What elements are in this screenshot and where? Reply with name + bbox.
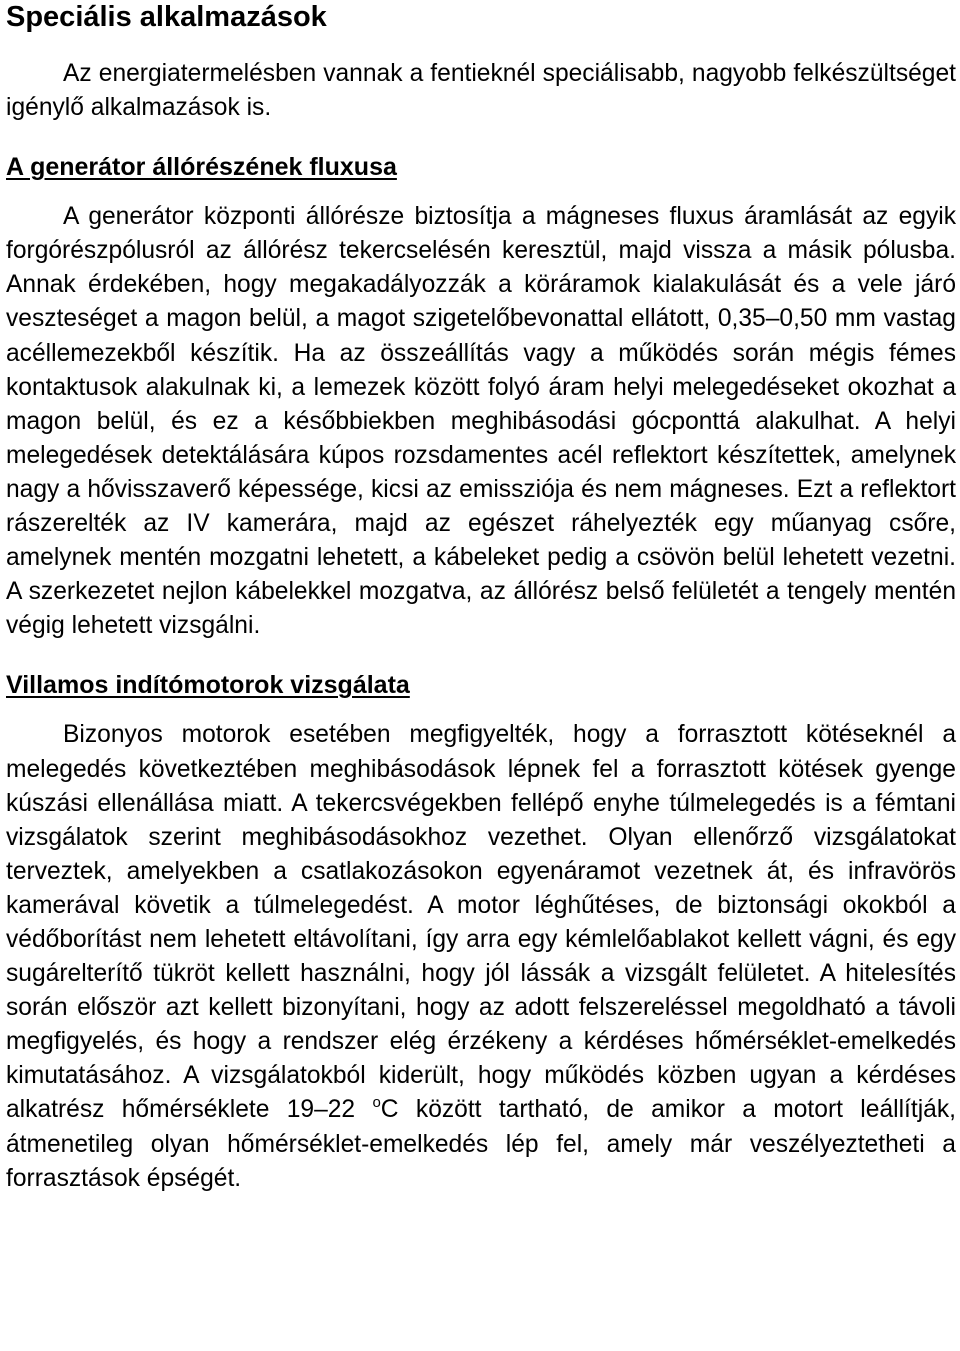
section-paragraph-motors: [6, 718, 956, 1195]
section-heading-motors: Villamos indítómotorok vizsgálata: [6, 671, 410, 700]
section-paragraph-generator: A generátor központi állórésze biztosítja a mágneses fluxus áramlását az egyik forgórészpólusról az állórész tekercselésén keresztül, majd vissza a másik pólusba. Annak érdekében, hogy megakadályozzák a köráramok kialakulását és a vele járó veszteséget a magon belül, a magot szigetelőbevonattal ellátott, 0,35–0,50 mm vastag acéllemezekből készítik. Ha az összeállítás vagy a működés során mégis fémes kontaktusok alakulnak ki, a lemezek között folyó áram helyi melegedéseket okozhat a magon belül, és ez a későbbiekben meghibásodási gócponttá alakulhat. A helyi melegedések detektálására kúpos rozsdamentes acél reflektort készítettek, amelynek nagy a hővisszaverő képessége, kicsi az emissziója és nem mágneses. Ezt a reflektort rászerelték az IV kamerára, majd az egészet ráhelyezték egy műanyag csőre, amelynek mentén mozgatni lehetett, a kábeleket pedig a csövön belül lehetett vezetni. A szerkezetet nejlon kábelekkel mozgatva, az állórész belső felületét a tengely mentén végig lehetett vizsgálni.: [6, 203, 956, 640]
intro-paragraph: Az energiatermelésben vannak a fentieknél speciálisabb, nagyobb felkészültséget igénylő alkalmazások is.: [6, 60, 956, 122]
page-title: Speciális alkalmazások: [6, 1, 327, 33]
document-page: [6, 0, 956, 1196]
degree-superscript: o: [372, 1094, 381, 1112]
motors-text-part-2: C között tartható, de amikor a motort leállítják, átmenetileg olyan hőmérséklet-emelkedés lép fel, amely már veszélyeztetheti a forrasztások épségét.: [6, 1096, 956, 1192]
motors-text-part-1: Bizonyos motorok esetében megfigyelték, hogy a forrasztott kötéseknél a melegedés következtében meghibásodások lépnek fel a forrasztott kötések gyenge kúszási ellenállása miatt. A tekercsvégekben fellépő enyhe túlmelegedés is a fémtani vizsgálatok szerint meghibásodásokhoz vezethet. Olyan ellenőrző vizsgálatokat terveztek, amelyekben a csatlakozásokon egyenáramot vezetnek át, és infravörös kamerával követik a túlmelegedést. A motor léghűtéses, de biztonsági okokból a védőborítást nem lehetett eltávolítani, így arra egy kémlelőablakot kellett vágni, és egy sugárelterítő tükröt kellett használni, hogy jól lássák a vizsgált felületet. A hitelesítés során először azt kellett bizonyítani, hogy az adott felszereléssel megoldható a távoli megfigyelés, és hogy a rendszer elég érzékeny a kérdéses hőmérséklet-emelkedés kimutatásához. A vizsgálatokból kiderült, hogy működés közben ugyan a kérdéses alkatrész hőmérséklete 19–22: [6, 721, 956, 1124]
section-heading-generator: A generátor állórészének fluxusa: [6, 153, 397, 182]
